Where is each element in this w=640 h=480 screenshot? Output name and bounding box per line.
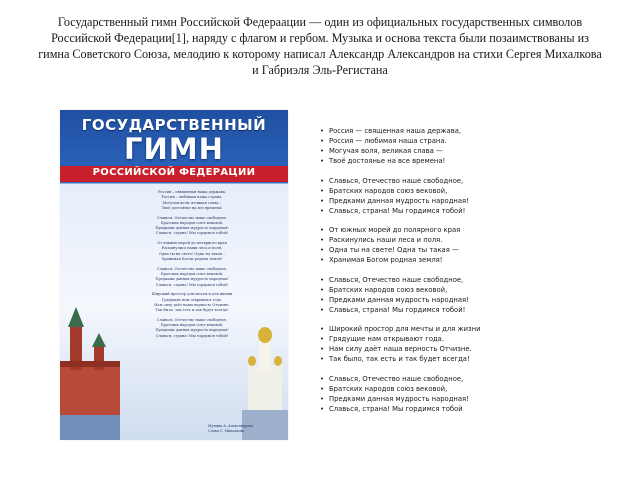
poster-heading-line1: ГОСУДАРСТВЕННЫЙ bbox=[81, 116, 267, 134]
lyrics-stanza bbox=[320, 324, 620, 364]
poster-lyric-line: Так было, так есть и так будет всегда! bbox=[155, 308, 229, 313]
lyric-line: • Россия — любимая наша страна. bbox=[320, 136, 620, 146]
lyric-line: • Предками данная мудрость народная! bbox=[320, 394, 620, 404]
lyrics-stanza bbox=[320, 275, 620, 315]
poster-lyrics bbox=[112, 190, 272, 343]
lyric-line: • Твоё достоянье на все времена! bbox=[320, 156, 620, 166]
poster-lyric-line: От южных морей до полярного края bbox=[157, 241, 227, 246]
poster-lyric-line: Грядущие нам открывают года. bbox=[161, 297, 223, 302]
lyric-line: • Славься, Отечество наше свободное, bbox=[320, 176, 620, 186]
poster-stanza bbox=[112, 318, 272, 339]
poster-author-line: Музыка А. Александрова bbox=[208, 424, 254, 428]
lyric-line: • Славься, страна! Мы гордимся тобой! bbox=[320, 305, 620, 315]
lyric-line: • Славься, страна! Мы гордимся тобой! bbox=[320, 206, 620, 216]
poster-lyric-line: Нам силу даёт наша верность Отчизне. bbox=[154, 302, 230, 307]
poster-stanza bbox=[112, 216, 272, 237]
lyric-line: • Славься, Отечество наше свободное, bbox=[320, 374, 620, 384]
lyric-line: • Братских народов союз вековой, bbox=[320, 285, 620, 295]
lyric-line: • Братских народов союз вековой, bbox=[320, 186, 620, 196]
poster-lyric-line: Братских народов союз вековой, bbox=[160, 323, 224, 328]
lyric-line: • Широкий простор для мечты и для жизни bbox=[320, 324, 620, 334]
lyric-line: • Раскинулись наши леса и поля. bbox=[320, 235, 620, 245]
poster-lyric-line: Россия – любимая наша страна. bbox=[161, 195, 223, 200]
lyrics-stanza bbox=[320, 176, 620, 216]
poster-lyric-line: Предками данная мудрость народная! bbox=[155, 226, 229, 231]
poster-lyric-line: Славься, страна! Мы гордимся тобой! bbox=[155, 282, 229, 287]
lyric-line: • Так было, так есть и так будет всегда! bbox=[320, 354, 620, 364]
poster-authors bbox=[208, 424, 278, 434]
poster-lyric-line: Могучая воля, великая слава – bbox=[162, 200, 222, 205]
poster-lyric-line: Славься, страна! Мы гордимся тобой! bbox=[155, 333, 229, 338]
lyric-line: • Славься, Отечество наше свободное, bbox=[320, 275, 620, 285]
poster-stanza bbox=[112, 190, 272, 211]
poster-lyric-line: Предками данная мудрость народная! bbox=[155, 277, 229, 282]
kremlin-illustration bbox=[60, 305, 120, 440]
poster-stanza bbox=[112, 267, 272, 288]
poster-lyric-line: Предками данная мудрость народная! bbox=[155, 328, 229, 333]
anthem-poster-image bbox=[60, 110, 288, 440]
lyric-line: • Предками данная мудрость народная! bbox=[320, 196, 620, 206]
poster-author-line: Слова С. Михалкова bbox=[208, 429, 245, 433]
poster-stanza bbox=[112, 292, 272, 313]
slide-title: Государственный гимн Российской Федераации — один из официальных государственных символов Российской Федерации[1], наряду с флагом и гербом. Музыка и основа текста были позаимствованы из гимна Советского Союза, мелодию к которому написал Александр Александров на стихи Сергея Михалкова и Габриэля Эль-Регистана bbox=[38, 15, 602, 77]
poster-lyric-line: Россия – священная наша держава, bbox=[157, 190, 227, 194]
poster-lyric-line: Славься, страна! Мы гордимся тобой! bbox=[155, 231, 229, 236]
anthem-lyrics-list bbox=[320, 126, 620, 423]
lyric-line: • Славься, страна! Мы гордимся тобой bbox=[320, 404, 620, 414]
lyrics-stanza bbox=[320, 225, 620, 265]
lyrics-stanza bbox=[320, 126, 620, 166]
lyric-line: • Предками данная мудрость народная! bbox=[320, 295, 620, 305]
lyric-line: • Грядущие нам открывают года. bbox=[320, 334, 620, 344]
poster-lyric-line: Одна ты на свете! Одна ты такая – bbox=[159, 251, 225, 256]
poster-lyric-line: Хранимая Богом родная земля! bbox=[161, 257, 223, 262]
poster-lyric-line: Славься, Отечество наше свободное, bbox=[156, 317, 228, 322]
lyric-line: • Братских народов союз вековой, bbox=[320, 384, 620, 394]
poster-stanza bbox=[112, 241, 272, 262]
poster-lyric-line: Твоё достоянье на все времена! bbox=[161, 205, 223, 210]
lyric-line: • От южных морей до полярного края bbox=[320, 225, 620, 235]
poster-lyric-line: Широкий простор для мечты и для жизни bbox=[151, 292, 233, 297]
lyric-line: • Хранимая Богом родная земля! bbox=[320, 255, 620, 265]
poster-lyric-line: Славься, Отечество наше свободное, bbox=[156, 266, 228, 271]
poster-heading-line2: ГИМН bbox=[124, 132, 224, 166]
poster-lyric-line: Братских народов союз вековой, bbox=[160, 220, 224, 225]
lyric-line: • Могучая воля, великая слава — bbox=[320, 146, 620, 156]
poster-lyric-line: Братских народов союз вековой, bbox=[160, 272, 224, 277]
lyric-line: • Одна ты на свете! Одна ты такая — bbox=[320, 245, 620, 255]
poster-lyric-line: Славься, Отечество наше свободное, bbox=[156, 215, 228, 220]
lyric-line: • Нам силу даёт наша верность Отчизне. bbox=[320, 344, 620, 354]
poster-lyric-line: Раскинулись наши леса и поля. bbox=[161, 246, 223, 251]
lyric-line: • Россия — священная наша держава, bbox=[320, 126, 620, 136]
poster-heading-line3: РОССИЙСКОЙ ФЕДЕРАЦИИ bbox=[92, 167, 256, 178]
lyrics-stanza bbox=[320, 374, 620, 414]
